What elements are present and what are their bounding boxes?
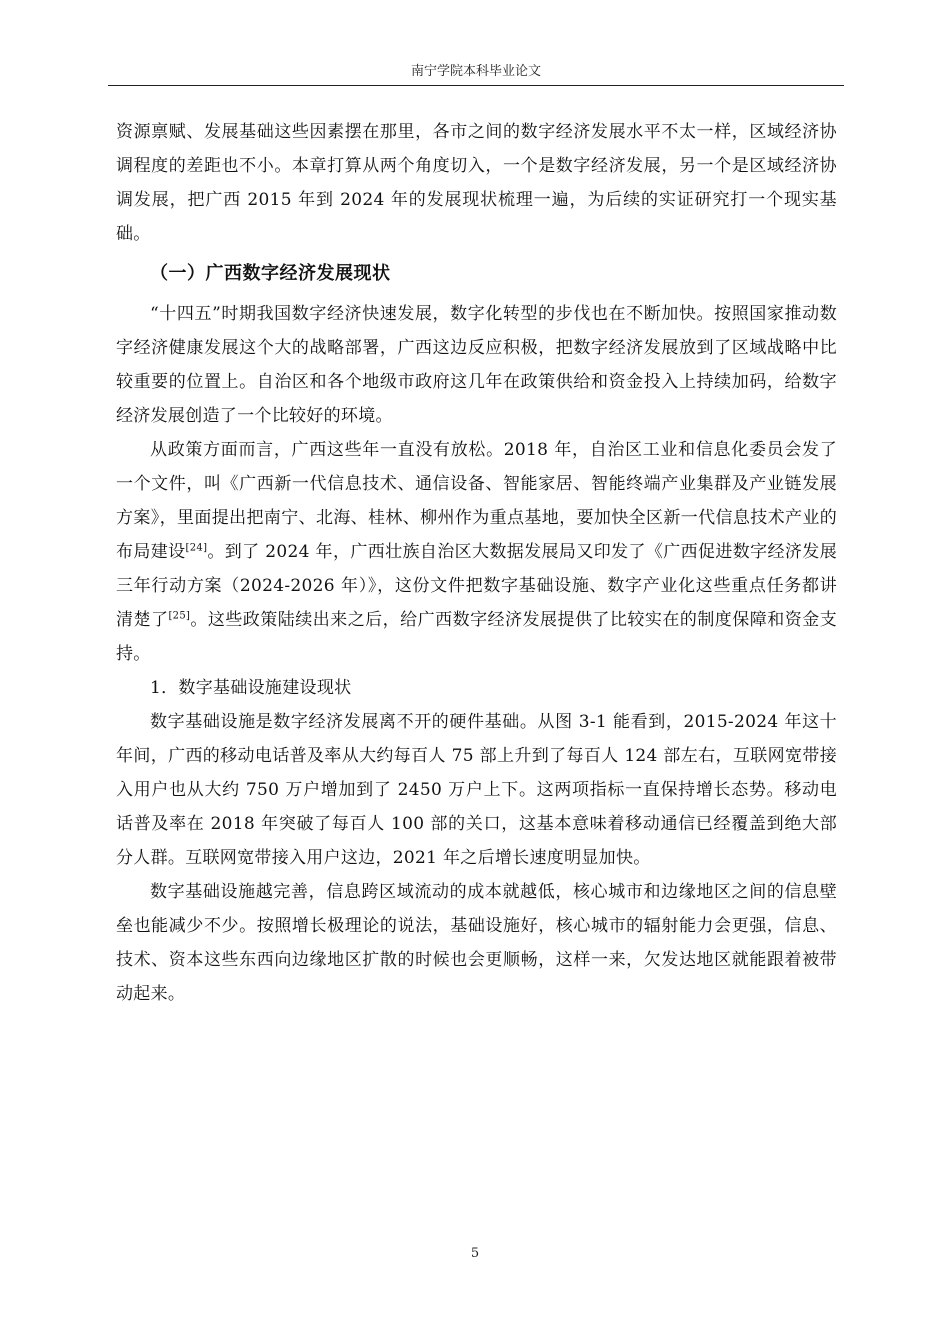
citation-24: [24] [185, 542, 208, 554]
paragraph-policy-text-3: 。这些政策陆续出来之后，给广西数字经济发展提供了比较实在的制度保障和资金支持。 [116, 610, 837, 664]
paragraph-intro-continued: 资源禀赋、发展基础这些因素摆在那里，各市之间的数字经济发展水平不太一样，区域经济协调程度的差距也不小。本章打算从两个角度切入，一个是数字经济发展，另一个是区域经济协调发展，把广西 2015 年到 2024 年的发展现状梳理一遍，为后续的实证研究打一个现实基础。 [116, 122, 837, 244]
paragraph-policy [116, 433, 837, 671]
header-rule [108, 85, 844, 86]
paragraph-policy-text-1: 从政策方面而言，广西这些年一直没有放松。2018 年，自治区工业和信息化委员会发了一个文件，叫《广西新一代信息技术、通信设备、智能家居、智能终端产业集群及产业链发展方案》，里面提出把南宁、北海、桂林、柳州作为重点基地，要加快全区新一代信息技术产业的布局建设 [116, 440, 837, 562]
paragraph-overview: “十四五”时期我国数字经济快速发展，数字化转型的步伐也在不断加快。按照国家推动数字经济健康发展这个大的战略部署，广西这边反应积极，把数字经济发展放到了区域战略中比较重要的位置上。自治区和各个地级市政府这几年在政策供给和资金投入上持续加码，给数字经济发展创造了一个比较好的环境。 [116, 304, 837, 426]
subsection-heading: 1．数字基础设施建设现状 [150, 678, 352, 698]
page-header: 南宁学院本科毕业论文 [410, 64, 541, 79]
paragraph-policy-text-2: 。到了 2024 年，广西壮族自治区大数据发展局又印发了《广西促进数字经济发展三年行动方案（2024-2026 年）》，这份文件把数字基础设施、数字产业化这些重点任务都讲清楚了 [116, 542, 837, 630]
page-body [116, 115, 837, 1011]
section-heading: （一）广西数字经济发展现状 [150, 263, 391, 284]
paragraph-infrastructure: 数字基础设施是数字经济发展离不开的硬件基础。从图 3-1 能看到，2015-2024 年这十年间，广西的移动电话普及率从大约每百人 75 部上升到了每百人 124 部左右，互联网宽带接入用户也从大约 750 万户增加到了 2450 万户上下。这两项指标一直保持增长态势。移动电话普及率在 2018 年突破了每百人 100 部的关口，这基本意味着移动通信已经覆盖到绝大部分人群。互联网宽带接入用户这边，2021 年之后增长速度明显加快。 [116, 712, 837, 868]
paragraph-growth-pole: 数字基础设施越完善，信息跨区域流动的成本就越低，核心城市和边缘地区之间的信息壁垒也能减少不少。按照增长极理论的说法，基础设施好，核心城市的辐射能力会更强，信息、技术、资本这些东西向边缘地区扩散的时候也会更顺畅，这样一来，欠发达地区就能跟着被带动起来。 [116, 882, 837, 1004]
citation-25: [25] [168, 610, 191, 622]
page-number: 5 [470, 1246, 480, 1261]
